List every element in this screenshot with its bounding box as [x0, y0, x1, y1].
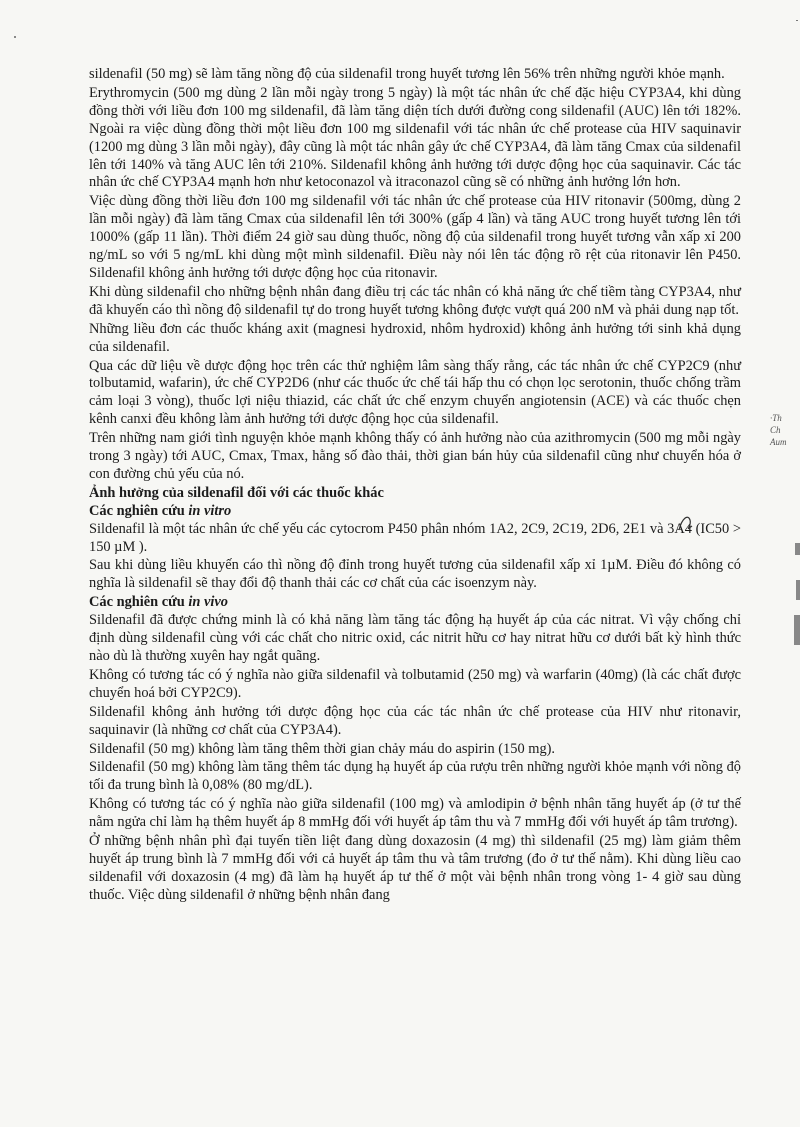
paragraph: Sildenafil (50 mg) không làm tăng thêm thời gian chảy máu do aspirin (150 mg).: [89, 740, 556, 757]
paragraph: Sildenafil không ảnh hưởng tới dược động học của các tác nhân ức chế protease của HIV như ritonavir, saquinavir (là những cơ chất của CYP3A4).: [89, 703, 741, 738]
subheading-prefix: Các nghiên cứu: [89, 502, 189, 519]
paragraph: Không có tương tác có ý nghĩa nào giữa sildenafil (100 mg) và amlodipin ở bệnh nhân tăng huyết áp (ở tư thế nằm ngửa chỉ làm hạ thêm huyết áp 8 mmHg đối với huyết áp tâm thu và 7 mmHg đối với huyết áp tâm trương).: [89, 796, 741, 831]
handwritten-mark: [676, 512, 696, 536]
document-body: [89, 66, 741, 906]
paragraph: Trên những nam giới tình nguyện khỏe mạnh không thấy có ảnh hưởng nào của azithromycin (500 mg mỗi ngày trong 3 ngày) tới AUC, Cmax, Tmax, hằng số đào thải, thời gian bán hủy của sildenafil cũng như chuyển hóa ở con đường chủ yếu của nó.: [89, 430, 741, 482]
margin-line: Ch: [770, 425, 781, 435]
paragraph: Erythromycin (500 mg dùng 2 lần mỗi ngày trong 5 ngày) là một tác nhân ức chế đặc hiệu CYP3A4, khi dùng đồng thời với liều đơn 100 mg sildenafil, đã làm tăng diện tích dưới đường cong sildenafil (AUC) lên tới 182%. Ngoài ra việc dùng đồng thời một liều đơn 100 mg sildenafil với tác nhân ức chế protease của HIV saquinavir (1200 mg dùng 3 lần mỗi ngày), đây cũng là một tác nhân gây ức chế CYP3A4, đã làm tăng Cmax của sildenafil lên tới 140% và tăng AUC lên tới 210%. Sildenafil không ảnh hưởng tới dược động học của saquinavir. Các tác nhân ức chế CYP3A4 mạnh hơn như ketoconazol và itraconazol cũng sẽ có những ảnh hưởng lớn hơn.: [89, 84, 741, 191]
subheading-in-vivo: [89, 594, 741, 612]
margin-line: Aum: [770, 437, 787, 447]
margin-bleed-text: [770, 412, 800, 448]
paragraph: Không có tương tác có ý nghĩa nào giữa sildenafil và tolbutamid (250 mg) và warfarin (40mg) (là các chất được chuyển hoá bởi CYP2C9).: [89, 666, 741, 701]
subheading-in-vitro: [89, 503, 741, 521]
paragraph: Sau khi dùng liều khuyến cáo thì nồng độ đỉnh trong huyết tương của sildenafil xấp xỉ 1µM. Điều đó không có nghĩa là sildenafil sẽ thay đổi độ thanh thải các cơ chất của các isoenzym này.: [89, 557, 741, 592]
paragraph: Qua các dữ liệu về dược động học trên các thử nghiệm lâm sàng thấy rằng, các tác nhân ức chế CYP2C9 (như tolbutamid, wafarin), ức chế CYP2D6 (như các thuốc ức chế tái hấp thu có chọn lọc serotonin, thuốc chống trầm cảm loại 3 vòng), thuốc lợi niệu thiazid, các chất ức chế enzym chuyển angiotensin (ACE) và các thuốc chẹn kênh canxi đều không làm ảnh hưởng tới dược động học của sildenafil.: [89, 357, 741, 428]
subheading-term: in vitro: [188, 502, 232, 519]
paragraph: Việc dùng đồng thời liều đơn 100 mg sildenafil với tác nhân ức chế protease của HIV ritonavir (500mg, dùng 2 lần mỗi ngày) đã làm tăng Cmax của sildenafil lên tới 300% (gấp 4 lần) và tăng AUC trong huyết tương lên tới 1000% (gấp 11 lần). Thời điểm 24 giờ sau dùng thuốc, nồng độ của sildenafil trong huyết tương vẫn xấp xỉ 200 ng/mL so với 5 ng/mL khi dùng một mình sildenafil. Điều này nói lên tác động rõ rệt của ritonavir lên P450. Sildenafil không ảnh hưởng tới dược động học của ritonavir.: [89, 193, 741, 281]
paragraph: Những liều đơn các thuốc kháng axit (magnesi hydroxid, nhôm hydroxid) không ảnh hưởng tới sinh khả dụng của sildenafil.: [89, 320, 741, 355]
subheading-term: in vivo: [188, 594, 228, 611]
paragraph: Sildenafil đã được chứng minh là có khả năng làm tăng tác động hạ huyết áp của các nitrat. Vì vậy chống chỉ định dùng sildenafil cùng với các chất cho nitric oxid, các nitrit hữu cơ hay nitrat hữu cơ dưới bất kỳ hình thức nào dù là thường xuyên hay ngắt quãng.: [89, 612, 741, 664]
subheading-prefix: Các nghiên cứu: [89, 594, 189, 611]
margin-line: ·Th: [770, 413, 782, 423]
scan-edge-mark: [794, 615, 800, 645]
section-heading: Ảnh hưởng của sildenafil đối với các thuốc khác: [89, 484, 384, 501]
paragraph: Ở những bệnh nhân phì đại tuyến tiền liệt đang dùng doxazosin (4 mg) thì sildenafil (25 mg) làm giảm thêm huyết áp trung bình là 7 mmHg đối với cả huyết áp tâm thu và tâm trương (đo ở tư thế nằm). Khi dùng liều cao sildenafil với doxazosin (4 mg) đã làm hạ huyết áp tư thế ở một vài bệnh nhân trong vòng 1- 4 giờ sau dùng thuốc. Việc dùng sildenafil ở những bệnh nhân đang: [89, 833, 741, 903]
scan-speck: [14, 36, 16, 38]
paragraph: Khi dùng sildenafil cho những bệnh nhân đang điều trị các tác nhân có khả năng ức chế tiềm tàng CYP3A4, như đã khuyến cáo thì nồng độ sildenafil tự do trong huyết tương không được vượt quá 200 nM và phải dung nạp tốt.: [89, 283, 741, 318]
paragraph: Sildenafil (50 mg) không làm tăng thêm tác dụng hạ huyết áp của rượu trên những người khỏe mạnh với nồng độ tối đa trung bình là 0,08% (80 mg/dL).: [89, 759, 741, 794]
scan-edge-mark: [796, 580, 800, 600]
scan-speck: [796, 20, 798, 21]
scan-edge-mark: [795, 543, 800, 555]
paragraph: sildenafil (50 mg) sẽ làm tăng nồng độ của sildenafil trong huyết tương lên 56% trên những người khỏe mạnh.: [89, 66, 725, 82]
paragraph: Sildenafil là một tác nhân ức chế yếu các cytocrom P450 phân nhóm 1A2, 2C9, 2C19, 2D6, 2E1 và 3A4 (IC50 > 150 µM ).: [89, 520, 741, 555]
